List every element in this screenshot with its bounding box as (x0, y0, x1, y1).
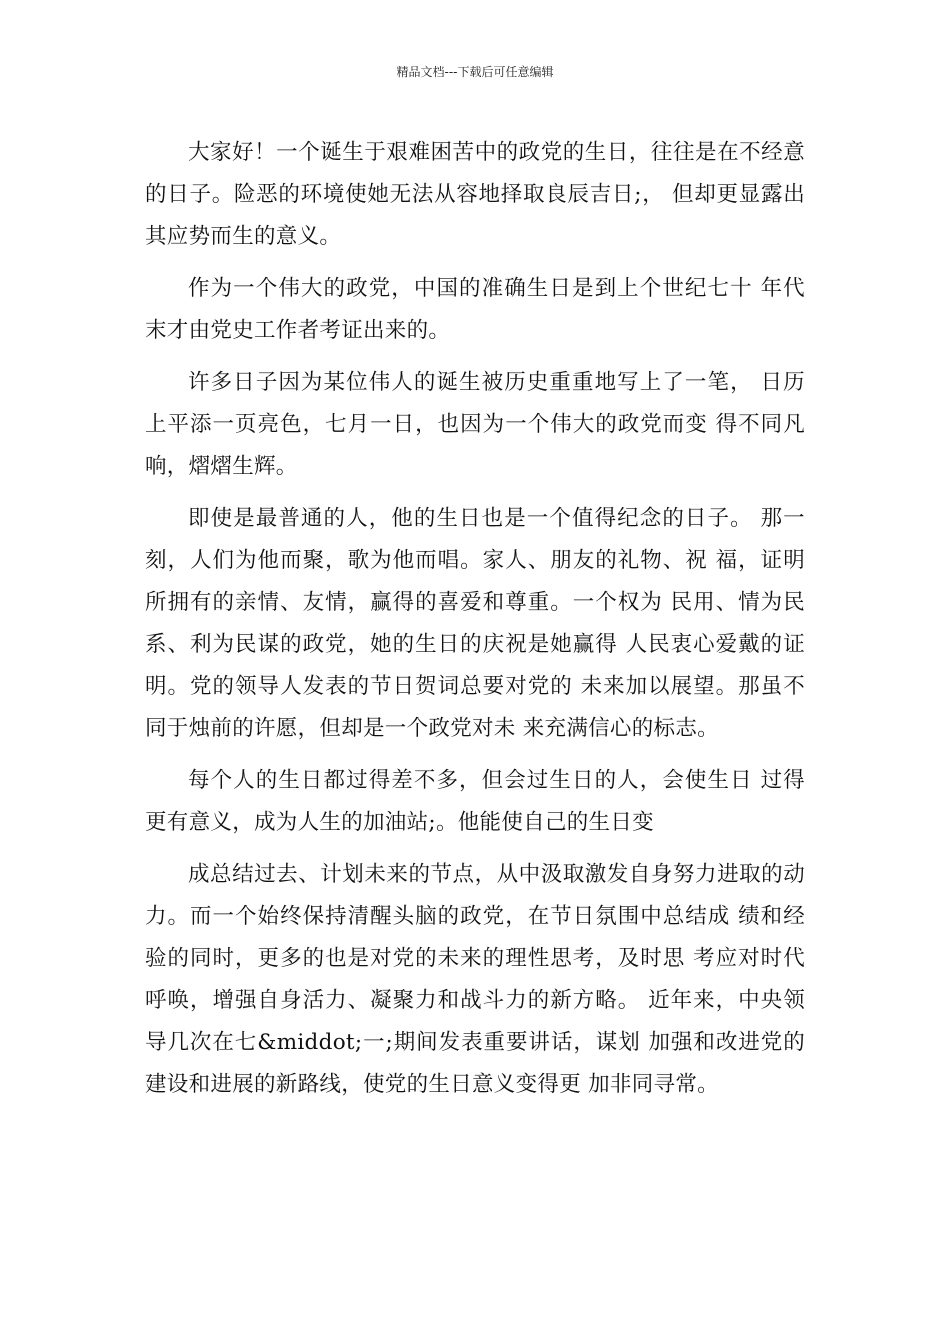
paragraph: 每个人的生日都过得差不多，但会过生日的人，会使生日 过得更有意义，成为人生的加油站;。他能使自己的生日变 (145, 768, 805, 835)
paragraph: 许多日子因为某位伟人的诞生被历史重重地写上了一笔， 日历上平添一页亮色，七月一日，也因为一个伟大的政党而变 得不同凡响，熠熠生辉。 (145, 370, 805, 479)
paragraph: 成总结过去、计划未来的节点，从中汲取激发自身努力进取的动力。而一个始终保持清醒头脑的政党，在节日氛围中总结成 绩和经验的同时，更多的也是对党的未来的理性思考，及时思 考应对时代呼唤，增强自身活力、凝聚力和战斗力的新方略。 近年来，中央领导几次在七&middot;一;期间发表重要讲话，谋划 加强和改进党的建设和进展的新路线，使党的生日意义变得更 加非同寻常。 (145, 862, 805, 1097)
paragraph: 大家好！一个诞生于艰难困苦中的政党的生日，往往是在不经意的日子。险恶的环境使她无法从容地择取良辰吉日;， 但却更显露出其应势而生的意义。 (145, 140, 805, 249)
page-header: 精品文档---下载后可任意编辑 (396, 65, 554, 79)
paragraph: 即使是最普通的人，他的生日也是一个值得纪念的日子。 那一刻，人们为他而聚，歌为他而唱。家人、朋友的礼物、祝 福，证明所拥有的亲情、友情，赢得的喜爱和尊重。一个权为 民用、情为民系、利为民谋的政党，她的生日的庆祝是她赢得 人民衷心爱戴的证明。党的领导人发表的节日贺词总要对党的 未来加以展望。那虽不同于烛前的许愿，但却是一个政党对未 来充满信心的标志。 (145, 506, 805, 741)
paragraph: 作为一个伟大的政党，中国的准确生日是到上个世纪七十 年代末才由党史工作者考证出来的。 (145, 276, 805, 343)
document-body (145, 132, 805, 1116)
